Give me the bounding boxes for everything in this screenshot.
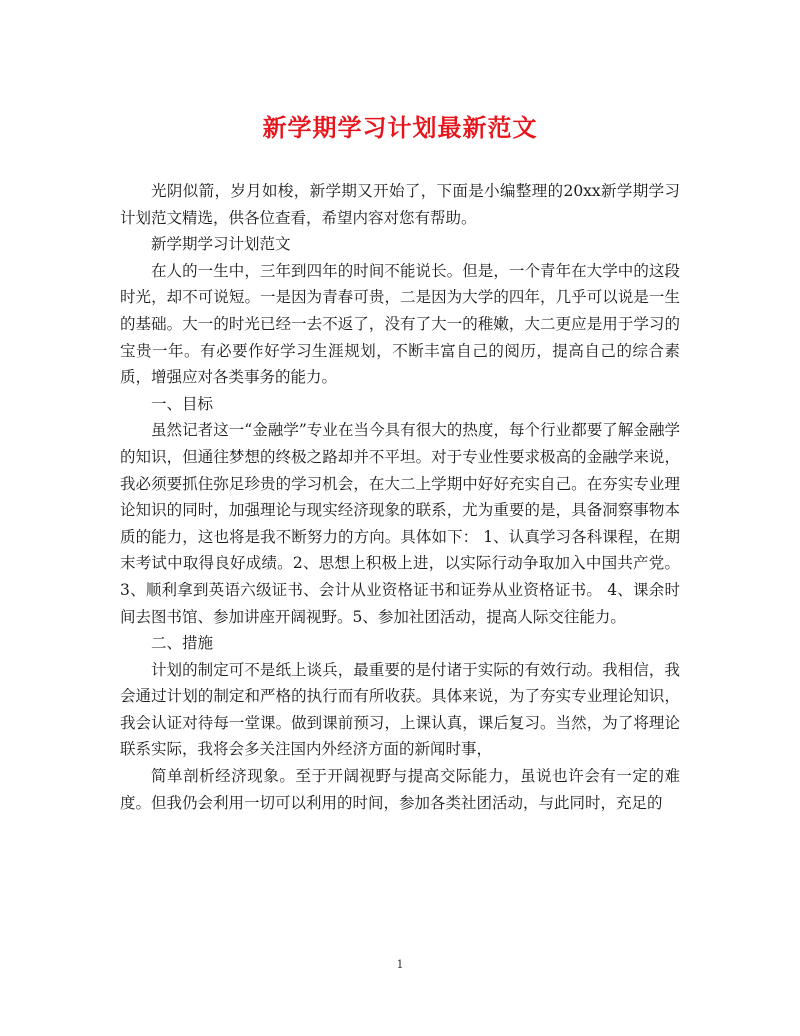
section-heading-goals: 一、目标 — [151, 394, 214, 413]
paragraph-subtitle: 新学期学习计划范文 — [151, 235, 291, 254]
section-heading-measures: 二、措施 — [151, 634, 214, 653]
paragraph-goals: 虽然记者这一“金融学”专业在当今具有很大的热度，每个行业都要了解金融学的知识，但通往梦想的终极之路却并不平坦。对于专业性要求极高的金融学来说，我必须要抓住弥足珍贵的学习机会，在大二上学期中好好充实自己。在夯实专业理论知识的同时，加强理论与现实经济现象的联系，尤为重要的是，具备洞察事物本质的能力，这也将是我不断努力的方向。具体如下： 1、认真学习各科课程，在期末考试中取得良好成绩。2、思想上积极上进，以实际行动争取加入中国共产党。 3、顺利拿到英语六级证书、会计从业资格证书和证券从业资格证书。 4、课余时间去图书馆、参加讲座开阔视野。5、参加社团活动，提高人际交往能力。 — [120, 421, 680, 626]
paragraph-preface: 在人的一生中，三年到四年的时间不能说长。但是，一个青年在大学中的这段时光，却不可说短。一是因为青春可贵，二是因为大学的四年，几乎可以说是一生的基础。大一的时光已经一去不返了，没有了大一的稚嫩，大二更应是用于学习的宝贵一年。有必要作好学习生涯规划，不断丰富自己的阅历，提高自己的综合素质，增强应对各类事务的能力。 — [120, 261, 680, 387]
paragraph-intro: 光阴似箭，岁月如梭，新学期又开始了，下面是小编整理的20xx新学期学习计划范文精选，供各位查看，希望内容对您有帮助。 — [120, 182, 680, 227]
document-body — [120, 178, 680, 816]
paragraph-measures: 计划的制定可不是纸上谈兵，最重要的是付诸于实际的有效行动。我相信，我会通过计划的制定和严格的执行而有所收获。具体来说，为了夯实专业理论知识，我会认证对待每一堂课。做到课前预习，上课认真，课后复习。当然，为了将理论联系实际，我将会多关注国内外经济方面的新闻时事， — [120, 660, 680, 759]
paragraph-measures-continued: 简单剖析经济现象。至于开阔视野与提高交际能力，虽说也许会有一定的难度。但我仍会利用一切可以利用的时间，参加各类社团活动，与此同时，充足的 — [120, 767, 680, 812]
document-title: 新学期学习计划最新范文 — [262, 113, 538, 142]
page-number: 1 — [396, 958, 404, 971]
